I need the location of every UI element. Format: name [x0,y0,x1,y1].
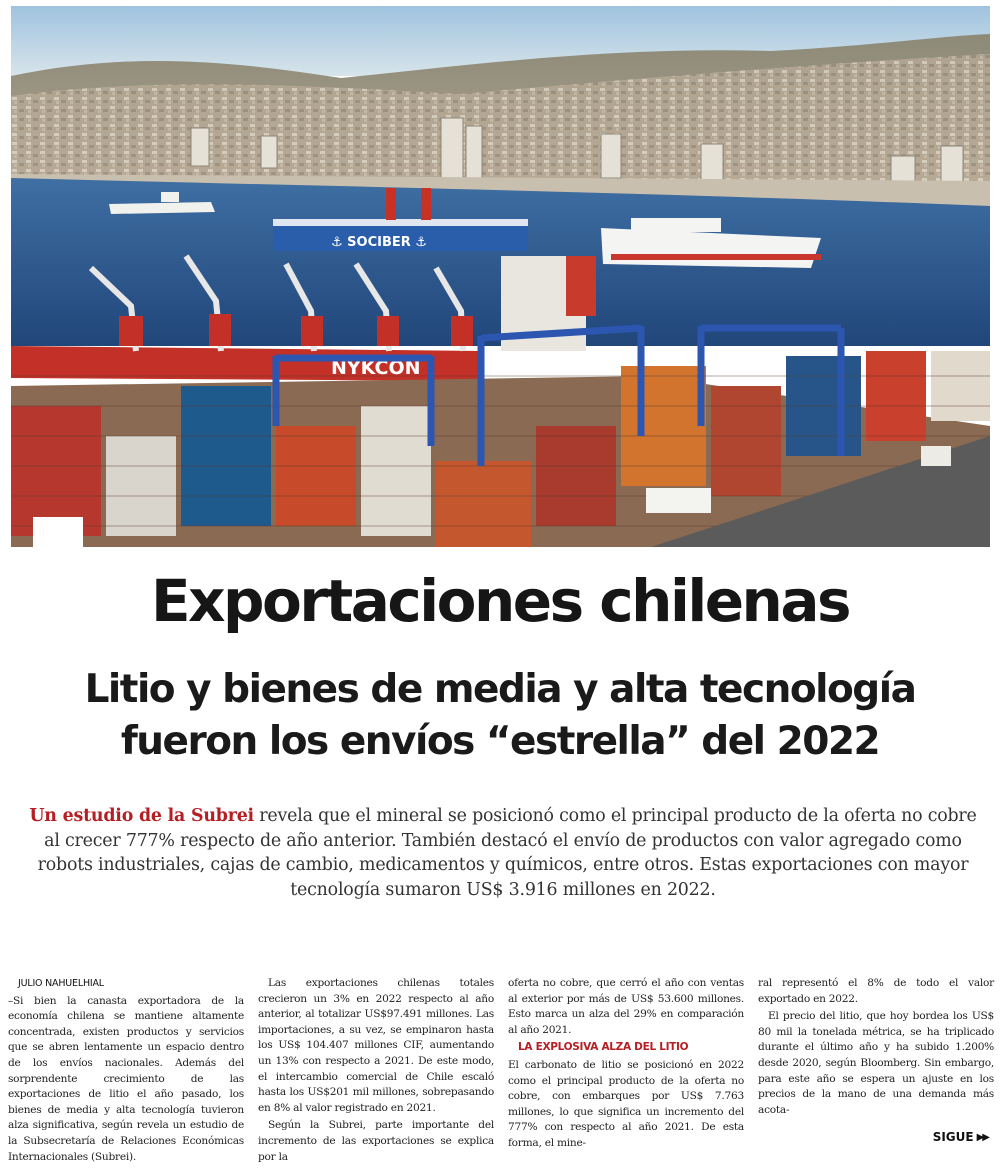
article-column-3 [508,976,744,1156]
subheadline [20,664,980,768]
subheadline-line-1: Litio y bienes de media y alta tecnología [84,667,916,712]
continue-label: SIGUE [932,1130,974,1144]
article-paragraph: ral representó el 8% de todo el valor exportado en 2022. [758,977,994,1005]
article-paragraph: oferta no cobre, que cerró el año con ventas al exterior por más de US$ 53.600 millones. Esto marca un alza del 29% en comparación al año 2021. [508,977,744,1036]
article-paragraph: Según la Subrei, parte importante del incremento de las exportaciones se explica por la [258,1119,494,1163]
port-photo [11,6,990,547]
port-illustration [11,6,990,547]
lead-text: revela que el mineral se posicionó como el principal producto de la oferta no cobre al crecer 777% respecto de año anterior. También destacó el envío de productos con valor agregado como robots industriales, cajas de cambio, medicamentos y químicos, entre otros. Estas exportaciones con mayor tecnología sumaron US$ 3.916 millones en 2022. [37,806,977,900]
subheadline-line-2: fueron los envíos “estrella” del 2022 [120,719,880,764]
headline: Exportaciones chilenas [150,567,850,635]
subsection-heading: LA EXPLOSIVA ALZA DEL LITIO [518,1041,689,1054]
article-paragraph: El carbonato de litio se posicionó en 2022 como el principal producto de la oferta no cobre, con embarques por US$ 7.763 millones, lo que significa un incremento del 777% con respecto al año 2021. De esta forma, el mine- [508,1058,744,1149]
continue-marker [927,1130,988,1144]
ship-name: NYKCON [331,357,421,379]
article-paragraph: Las exportaciones chilenas totales crecieron un 3% en 2022 respecto al año anterior, al totalizar US$97.491 millones. Las importaciones, a su vez, se empinaron hasta los US$ 104.407 millones CIF, aumentando un 13% con respecto a 2021. De este modo, el intercambio comercial de Chile escaló hasta los US$201 mil millones, sobrepasando en 8% al valor registrado en 2021. [258,977,494,1114]
article-paragraph: –Si bien la canasta exportadora de la economía chilena se mantiene altamente concentrada, existen productos y servicios que se abren lentamente un espacio dentro de los envíos nacionales. Además del sorprendente crecimiento de las exportaciones de litio el año pasado, los bienes de media y alta tecnología tuvieron alza significativa, según revela un estudio de la Subsecretaría de Relaciones Económicas Internacionales (Subrei). [8,994,244,1163]
lead-paragraph [22,804,984,902]
article-column-4 [758,976,994,1156]
lead-kicker: Un estudio de la Subrei [29,806,254,826]
article-column-1 [8,976,244,1163]
barge-name: ⚓ SOCIBER ⚓ [331,235,427,250]
article-column-2 [258,976,494,1163]
article-body [8,976,994,1163]
article-paragraph: El precio del litio, que hoy bordea los US$ 80 mil la tonelada métrica, se ha triplicado durante el último año y ha subido 1.200% desde 2020, según Bloomberg. Sin embargo, para este año se espera un ajuste en los precios de la mano de una demanda más acota- [758,1010,994,1116]
continue-arrows-icon: ▶▶ [976,1131,988,1143]
photo-corner-mark [33,517,83,549]
byline: JULIO NAHUELHIAL [18,978,104,989]
